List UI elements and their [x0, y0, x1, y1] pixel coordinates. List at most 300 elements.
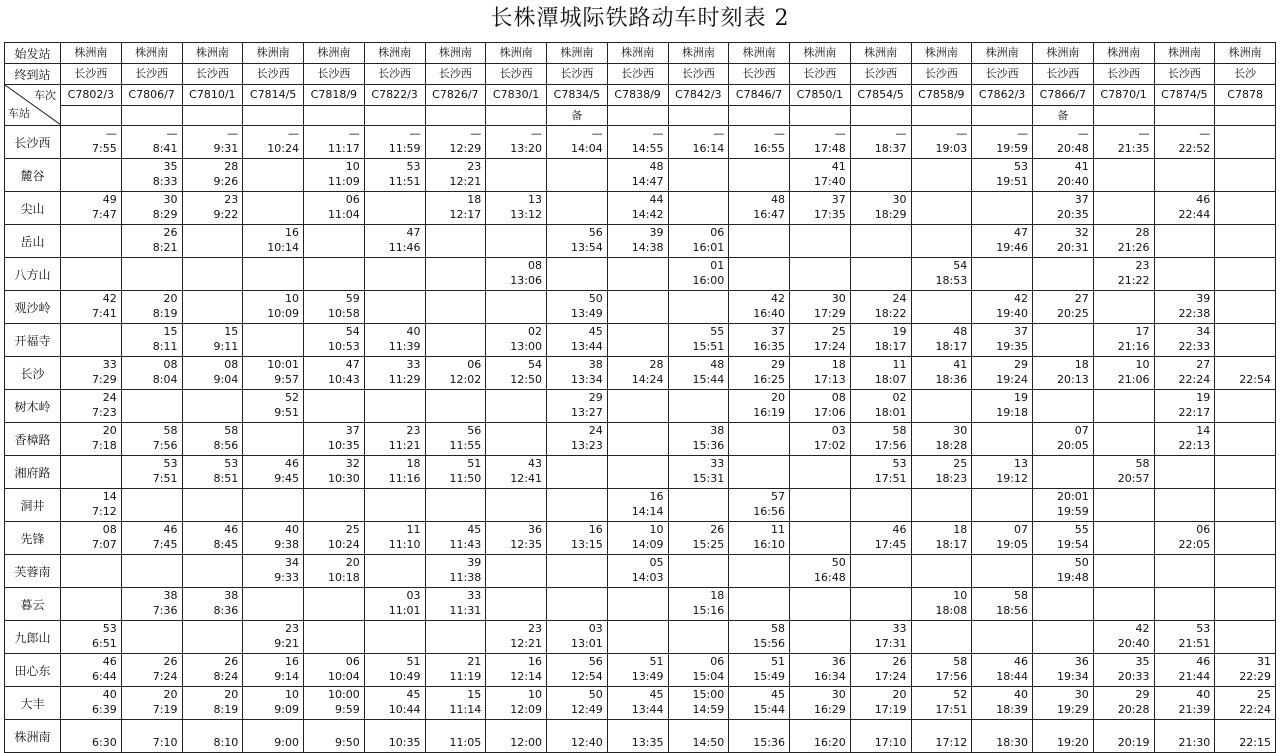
time-cell: [972, 489, 1033, 522]
arrival-minute: 54: [345, 325, 360, 338]
departure-time: 9:14: [274, 670, 299, 683]
departure-time: 6:30: [92, 736, 117, 749]
arrival-minute: 06: [345, 193, 360, 206]
time-cell: [364, 159, 425, 192]
arrival-minute: 55: [1074, 523, 1089, 536]
arrival-minute: [912, 622, 972, 637]
departure-time: 20:05: [1057, 439, 1089, 452]
time-cell: [911, 720, 972, 753]
departure-time: [729, 604, 789, 619]
station-row: [5, 654, 1276, 687]
departure-time: [608, 274, 668, 289]
arrival-minute: 29: [771, 358, 785, 371]
arrival-minute: 08: [102, 523, 117, 536]
arrival-minute: 18: [831, 358, 846, 371]
arrival-minute: [1033, 391, 1093, 406]
time-cell: [850, 720, 911, 753]
departure-time: [1155, 571, 1215, 586]
time-cell: [547, 456, 608, 489]
time-cell: [121, 225, 182, 258]
time-cell: [850, 126, 911, 159]
departure-time: [1215, 274, 1275, 289]
departure-time: 15:44: [753, 703, 785, 716]
departure-time: [547, 472, 607, 487]
arrival-minute: [1215, 424, 1275, 439]
arrival-minute: [972, 424, 1032, 439]
departure-time: [365, 571, 425, 586]
station-row: [5, 192, 1276, 225]
train-note: [182, 106, 243, 126]
time-cell: [61, 159, 122, 192]
arrival-minute: 30: [831, 688, 846, 701]
time-cell: [364, 555, 425, 588]
time-cell: [121, 291, 182, 324]
departure-time: [790, 604, 850, 619]
departure-time: 9:31: [213, 142, 239, 155]
time-cell: [790, 720, 851, 753]
time-cell: [425, 456, 486, 489]
train-note: [668, 106, 729, 126]
arrival-minute: [304, 259, 364, 274]
departure-time: 14:03: [631, 571, 664, 584]
time-cell: [668, 720, 729, 753]
arrival-minute: [61, 160, 121, 175]
arrival-minute: 58: [771, 622, 785, 635]
time-cell: [486, 126, 547, 159]
arrival-minute: [61, 259, 121, 274]
departure-time: 11:19: [449, 670, 482, 683]
arrival-minute: 08: [224, 358, 239, 371]
arrival-minute: [1033, 589, 1093, 604]
departure-time: 16:00: [692, 274, 725, 287]
arrival-minute: 33: [710, 457, 725, 470]
arrival-minute: 08: [528, 259, 542, 272]
time-cell: [668, 192, 729, 225]
arrival-minute: [183, 721, 243, 736]
arrival-minute: 24: [892, 292, 907, 305]
train-origin: 株洲南: [850, 43, 911, 64]
departure-time: 11:43: [449, 538, 482, 551]
time-cell: [1093, 522, 1154, 555]
arrival-minute: 16: [649, 490, 664, 503]
station-row: [5, 357, 1276, 390]
departure-time: [304, 274, 364, 289]
arrival-minute: 39: [467, 556, 482, 569]
time-cell: [547, 357, 608, 390]
departure-time: 11:51: [388, 175, 421, 188]
departure-time: [547, 571, 607, 586]
arrival-minute: [669, 292, 729, 307]
station-name: 树木岭: [5, 390, 61, 423]
time-cell: [243, 225, 304, 258]
time-cell: [668, 357, 729, 390]
arrival-minute: 38: [163, 589, 178, 602]
time-cell: [486, 621, 547, 654]
arrival-minute: 23: [406, 424, 421, 437]
departure-time: 22:38: [1178, 307, 1211, 320]
arrival-minute: 36: [1074, 655, 1089, 668]
time-cell: [790, 654, 851, 687]
arrival-minute: 31: [1257, 655, 1271, 668]
time-cell: [790, 456, 851, 489]
train-terminus: 长沙西: [1033, 64, 1094, 85]
terminus-row: [5, 64, 1276, 85]
departure-time: [669, 208, 729, 223]
arrival-minute: 11: [892, 358, 907, 371]
station-name: 先锋: [5, 522, 61, 555]
station-row: [5, 720, 1276, 753]
departure-time: 13:20: [510, 142, 542, 155]
arrival-minute: [608, 259, 668, 274]
arrival-minute: [912, 490, 972, 505]
departure-time: 21:16: [1117, 340, 1150, 353]
time-cell: [1154, 621, 1215, 654]
arrival-minute: —: [1199, 127, 1211, 140]
departure-time: [426, 406, 486, 421]
time-cell: [911, 258, 972, 291]
time-cell: [1154, 522, 1215, 555]
arrival-minute: [304, 226, 364, 241]
arrival-minute: [912, 721, 972, 736]
train-number: C7874/5: [1154, 85, 1215, 106]
departure-time: 10:43: [328, 373, 360, 386]
departure-time: 18:17: [935, 340, 968, 353]
arrival-minute: 06: [710, 655, 725, 668]
time-cell: [729, 489, 790, 522]
departure-time: [790, 505, 850, 520]
arrival-minute: [426, 391, 486, 406]
departure-time: [1033, 604, 1093, 619]
arrival-minute: 46: [163, 523, 178, 536]
train-terminus: 长沙西: [547, 64, 608, 85]
time-cell: [1215, 456, 1276, 489]
train-origin: 株洲南: [121, 43, 182, 64]
time-cell: [607, 489, 668, 522]
departure-time: [122, 274, 182, 289]
arrival-minute: [1215, 391, 1275, 406]
departure-time: 16:20: [814, 736, 846, 749]
departure-time: [1215, 208, 1275, 223]
departure-time: 20:31: [1057, 241, 1089, 254]
train-origin: 株洲南: [61, 43, 122, 64]
time-cell: [1215, 258, 1276, 291]
time-cell: [182, 192, 243, 225]
time-cell: [486, 522, 547, 555]
time-cell: [668, 258, 729, 291]
time-cell: [790, 555, 851, 588]
arrival-minute: [122, 490, 182, 505]
departure-time: [1094, 175, 1154, 190]
station-name: 洞井: [5, 489, 61, 522]
time-cell: [1033, 291, 1094, 324]
time-cell: [243, 621, 304, 654]
arrival-minute: 16: [528, 655, 542, 668]
departure-time: 14:59: [692, 703, 725, 716]
departure-time: 6:44: [92, 670, 117, 683]
arrival-minute: [851, 556, 911, 571]
station-name: 长沙: [5, 357, 61, 390]
departure-time: 8:10: [213, 736, 239, 749]
time-cell: [972, 324, 1033, 357]
time-cell: [790, 423, 851, 456]
departure-time: [486, 406, 546, 421]
time-cell: [425, 390, 486, 423]
departure-time: 12:14: [510, 670, 542, 683]
departure-time: 11:38: [449, 571, 482, 584]
time-cell: [850, 654, 911, 687]
train-origin: 株洲南: [972, 43, 1033, 64]
arrival-minute: [486, 721, 546, 736]
departure-time: 16:01: [692, 241, 725, 254]
time-cell: [304, 324, 365, 357]
time-cell: [972, 588, 1033, 621]
departure-time: [486, 307, 546, 322]
departure-time: 16:10: [753, 538, 785, 551]
arrival-minute: [972, 193, 1032, 208]
time-cell: [1093, 687, 1154, 720]
train-number: C7862/3: [972, 85, 1033, 106]
time-cell: [729, 423, 790, 456]
arrival-minute: [790, 589, 850, 604]
time-cell: [1154, 258, 1215, 291]
train-note: [1215, 106, 1276, 126]
departure-time: 13:06: [510, 274, 542, 287]
departure-time: 17:40: [814, 175, 846, 188]
departure-time: 16:47: [753, 208, 785, 221]
arrival-minute: [912, 556, 972, 571]
arrival-minute: 30: [953, 424, 968, 437]
time-cell: [304, 522, 365, 555]
arrival-minute: 23: [528, 622, 542, 635]
arrival-minute: 13: [1014, 457, 1028, 470]
time-cell: [1033, 588, 1094, 621]
origin-row: [5, 43, 1276, 64]
time-cell: [729, 720, 790, 753]
train-terminus: 长沙: [1215, 64, 1276, 85]
arrival-minute: 52: [953, 688, 968, 701]
train-origin: 株洲南: [425, 43, 486, 64]
arrival-minute: [729, 424, 789, 439]
arrival-minute: 45: [771, 688, 785, 701]
train-note: [790, 106, 851, 126]
departure-time: [729, 472, 789, 487]
time-cell: [972, 555, 1033, 588]
time-cell: [61, 654, 122, 687]
time-cell: [1033, 621, 1094, 654]
time-cell: [1215, 159, 1276, 192]
departure-time: [1215, 538, 1275, 553]
time-cell: [729, 258, 790, 291]
time-cell: [61, 357, 122, 390]
time-cell: [607, 522, 668, 555]
arrival-minute: —: [409, 127, 421, 140]
time-cell: [547, 522, 608, 555]
time-cell: [972, 126, 1033, 159]
time-cell: [486, 225, 547, 258]
time-cell: [1154, 324, 1215, 357]
arrival-minute: [1033, 622, 1093, 637]
time-cell: [850, 192, 911, 225]
time-cell: [304, 489, 365, 522]
departure-time: [183, 274, 243, 289]
time-cell: [1093, 324, 1154, 357]
train-terminus: 长沙西: [243, 64, 304, 85]
departure-time: [1215, 406, 1275, 421]
arrival-minute: 11: [771, 523, 785, 536]
arrival-minute: 25: [1257, 688, 1271, 701]
arrival-minute: 26: [224, 655, 239, 668]
departure-time: 7:07: [92, 538, 117, 551]
arrival-minute: [547, 490, 607, 505]
departure-time: 22:29: [1239, 670, 1271, 683]
time-cell: [364, 687, 425, 720]
departure-time: 19:59: [1057, 505, 1089, 518]
time-cell: [182, 654, 243, 687]
station-label: 车站: [8, 107, 30, 120]
time-cell: [1093, 390, 1154, 423]
arrival-minute: 20: [102, 424, 117, 437]
departure-time: [972, 208, 1032, 223]
time-cell: [61, 126, 122, 159]
train-number: C7878: [1215, 85, 1276, 106]
arrival-minute: [729, 226, 789, 241]
arrival-minute: [790, 523, 850, 538]
station-row: [5, 159, 1276, 192]
departure-time: 12:40: [571, 736, 603, 749]
train-number: C7870/1: [1093, 85, 1154, 106]
time-cell: [547, 555, 608, 588]
station-name: 田心东: [5, 654, 61, 687]
arrival-minute: 56: [467, 424, 482, 437]
arrival-minute: [1215, 721, 1275, 736]
time-cell: [1215, 588, 1276, 621]
departure-time: 18:44: [996, 670, 1028, 683]
time-cell: [486, 456, 547, 489]
departure-time: 7:41: [92, 307, 117, 320]
arrival-minute: [608, 589, 668, 604]
arrival-minute: —: [774, 127, 785, 140]
time-cell: [61, 456, 122, 489]
time-cell: [1154, 126, 1215, 159]
station-name: 麓谷: [5, 159, 61, 192]
train-origin: 株洲南: [486, 43, 547, 64]
time-cell: [972, 423, 1033, 456]
arrival-minute: 20: [163, 292, 178, 305]
departure-time: 20:28: [1117, 703, 1150, 716]
departure-time: [972, 439, 1032, 454]
departure-time: 9:45: [274, 472, 299, 485]
departure-time: 22:15: [1239, 736, 1271, 749]
departure-time: 18:29: [874, 208, 907, 221]
time-cell: [486, 258, 547, 291]
arrival-minute: [365, 259, 425, 274]
departure-time: [669, 175, 729, 190]
time-cell: [911, 621, 972, 654]
departure-time: 18:01: [874, 406, 907, 419]
arrival-minute: [365, 622, 425, 637]
train-note: [364, 106, 425, 126]
arrival-minute: 41: [831, 160, 846, 173]
departure-time: 9:04: [213, 373, 239, 386]
time-cell: [850, 489, 911, 522]
arrival-minute: 40: [406, 325, 421, 338]
arrival-minute: 50: [588, 292, 603, 305]
arrival-minute: [790, 259, 850, 274]
arrival-minute: 11: [406, 523, 421, 536]
departure-time: 22:24: [1239, 703, 1271, 716]
arrival-minute: 35: [1135, 655, 1150, 668]
train-number: C7806/7: [121, 85, 182, 106]
arrival-minute: 25: [953, 457, 968, 470]
time-cell: [304, 390, 365, 423]
departure-time: [729, 439, 789, 454]
departure-time: 20:25: [1057, 307, 1089, 320]
departure-time: [1094, 307, 1154, 322]
departure-time: 8:24: [213, 670, 239, 683]
departure-time: [243, 439, 303, 454]
departure-time: [547, 208, 607, 223]
train-origin: 株洲南: [607, 43, 668, 64]
time-cell: [1033, 225, 1094, 258]
station-row: [5, 423, 1276, 456]
departure-time: 8:45: [213, 538, 239, 551]
departure-time: [1215, 175, 1275, 190]
departure-time: 21:51: [1178, 637, 1211, 650]
time-cell: [790, 291, 851, 324]
time-cell: [182, 621, 243, 654]
arrival-minute: [790, 226, 850, 241]
departure-time: 20:13: [1057, 373, 1089, 386]
arrival-minute: [608, 424, 668, 439]
departure-time: [790, 637, 850, 652]
train-number: C7826/7: [425, 85, 486, 106]
time-cell: [182, 489, 243, 522]
arrival-minute: 45: [467, 523, 482, 536]
departure-time: 17:31: [874, 637, 907, 650]
departure-time: 21:06: [1117, 373, 1150, 386]
time-cell: [790, 522, 851, 555]
time-cell: [182, 258, 243, 291]
time-cell: [729, 291, 790, 324]
departure-time: 15:56: [753, 637, 785, 650]
arrival-minute: 28: [649, 358, 664, 371]
arrival-minute: [1155, 259, 1215, 274]
train-note: [486, 106, 547, 126]
time-cell: [304, 555, 365, 588]
arrival-minute: [608, 721, 668, 736]
time-cell: [911, 291, 972, 324]
time-cell: [1215, 687, 1276, 720]
time-cell: [850, 258, 911, 291]
departure-time: 17:56: [935, 670, 968, 683]
departure-time: 11:04: [328, 208, 360, 221]
arrival-minute: 40: [102, 688, 117, 701]
arrival-minute: [122, 721, 182, 736]
time-cell: [364, 192, 425, 225]
arrival-minute: [365, 391, 425, 406]
departure-time: 17:06: [814, 406, 846, 419]
departure-time: 13:49: [631, 670, 664, 683]
time-cell: [243, 456, 304, 489]
arrival-minute: 10: [953, 589, 968, 602]
departure-time: 8:19: [213, 703, 239, 716]
time-cell: [425, 489, 486, 522]
time-cell: [607, 456, 668, 489]
arrival-minute: 48: [771, 193, 785, 206]
time-cell: [425, 720, 486, 753]
train-number: C7866/7: [1033, 85, 1094, 106]
arrival-minute: 06: [345, 655, 360, 668]
